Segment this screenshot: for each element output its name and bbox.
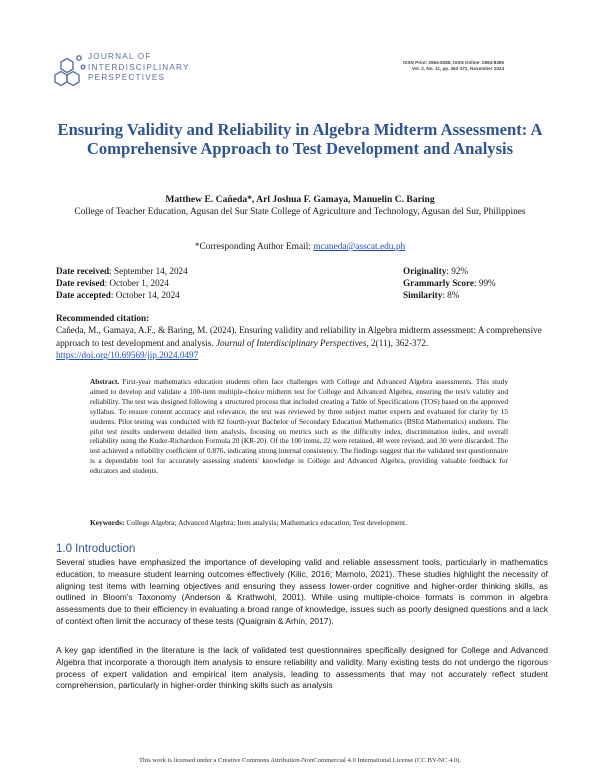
originality [403,265,496,277]
originality-value: : 92% [446,266,469,276]
date-received-value: : September 14, 2024 [109,266,188,276]
similarity-value: : 8% [442,290,460,300]
author-list: Matthew E. Cañeda*, Arl Joshua F. Gamaya, Manuelin C. Baring [165,194,435,205]
abstract [90,377,508,476]
recommended-citation [56,312,548,362]
corresponding-label: *Corresponding Author Email: [194,242,314,252]
similarity-label: Similarity [403,290,443,300]
license-footer: This work is licensed under a Creative Commons Attribution-NonCommercial 4.0 International License (CC BY-NC 4.0). [138,757,462,764]
paragraph: Several studies have emphasized the importance of developing valid and reliable assessment tools, particularly in mathematics education, to measure student learning outcomes effectively (Kilic, 2016; Mamolo, 2021). These studies highlight the necessity of aligning test items with learning objectives and ensuring they assess lower-order cognitive and higher-order thinking skills, as outlined in Bloom's Taxonomy (Anderson & Krathwohl, 2001). While using multiple-choice formats is common in algebra assessments due to their efficiency in evaluating a broad range of knowledge, issues such as poorly designed questions and a lack of context often limit the accuracy of these tests (Quaigrain & Arhin, 2017). [56,557,548,626]
keywords-label: Keywords: [90,518,125,527]
date-accepted-label: Date accepted [56,290,111,300]
citation-label: Recommended citation: [56,313,150,323]
journal-name-line2: INTERDISCIPLINARY [88,62,190,72]
corresponding-author [40,241,560,253]
originality-label: Originality [403,266,447,276]
similarity [403,289,496,301]
grammarly-value: : 99% [474,278,496,288]
metrics-block [403,265,496,301]
date-received [56,265,188,277]
section-heading-introduction: 1.0 Introduction [56,543,136,555]
abstract-text: First-year mathematics education students often face challenges with College and Advanced Algebra assessments. This study aimed to develop and validate a 100-item multiple-choice midterm test for College and Advanced Algebra, ensuring the test's validity and reliability. The test was designed following a structured process that included creating a Table of Specifications (TOS) based on the approved syllabus. To ensure content accuracy and relevance, the test was reviewed by three subject matter experts and evaluated for clarity by 15 students. Pilot testing was conducted with 82 fourth-year Bachelor of Secondary Education Mathematics (BSEd Mathematics) students. The pilot test results underwent detailed item analysis, focusing on metrics such as the difficulty index, discrimination index, and overall reliability using the Kuder-Richardson Formula 20 (KR-20). Of the 100 items, 22 were retained, 48 were revised, and 30 were discarded. The test achieved a reliability coefficient of 0.876, indicating strong internal consistency. The findings suggest that the validated test questionnaire is a dependable tool for accurately assessing students' knowledge in College and Advanced Algebra, providing valuable feedback for educators and students. [90,377,508,476]
date-accepted [56,289,188,301]
issn-line: ISSN Print: 2984-8288, ISSN Online: 2984-8385 [403,60,504,65]
author-email-link[interactable]: mcaneda@asscat.edu.ph [313,242,406,252]
citation-journal: Journal of Interdisciplinary Perspectives [215,337,367,348]
date-revised-value: : October 1, 2024 [104,278,169,288]
date-revised-label: Date revised [56,278,105,288]
dates-block [56,265,188,301]
abstract-label: Abstract. [90,377,120,386]
journal-name [88,52,190,84]
grammarly-score [403,277,496,289]
citation-text-start: Cañeda, M., Gamaya, A.F., & Baring, M. (2024). Ensuring validity and reliability in Algebra midterm assessment: A comprehensive approach to test development and analysis. [56,325,542,348]
keywords-text: College Algebra; Advanced Algebra; Item analysis; Mathematics education; Test development. [124,518,407,527]
paper-title: Ensuring Validity and Reliability in Algebra Midterm Assessment: A Comprehensive Approach to Test Development and Analysis [57,120,543,158]
volume-line: Vol. 2, No. 11, pp. 362-372, November 2024 [411,66,504,72]
citation-text [56,324,548,361]
journal-logo [52,50,192,96]
affiliation: College of Teacher Education, Agusan del Sur State College of Agriculture and Technology, Agusan del Sur, Philippines [74,207,526,217]
issn-info [403,60,504,72]
doi-link[interactable]: https://doi.org/10.69569/jip.2024.0497 [56,350,199,361]
date-received-label: Date received [56,266,110,276]
grammarly-label: Grammarly Score [403,278,475,288]
paragraph: A key gap identified in the literature is the lack of validated test questionnaires specifically designed for College and Advanced Algebra that incorporate a thorough item analysis to ensure reliability and validity. Many existing tests do not undergo the rigorous process of expert validation and empirical item analysis, leading to assessments that may not accurately reflect student comprehension, particularly in higher-order thinking skills such as analysis [56,645,548,691]
date-accepted-value: : October 14, 2024 [110,290,180,300]
keywords [90,518,520,528]
date-revised [56,277,188,289]
citation-volume: , 2(11), 362-372. [366,337,429,348]
hexagon-molecule-icon [52,52,86,92]
journal-name-line1: JOURNAL OF [88,52,152,61]
journal-name-line3: PERSPECTIVES [88,73,166,83]
